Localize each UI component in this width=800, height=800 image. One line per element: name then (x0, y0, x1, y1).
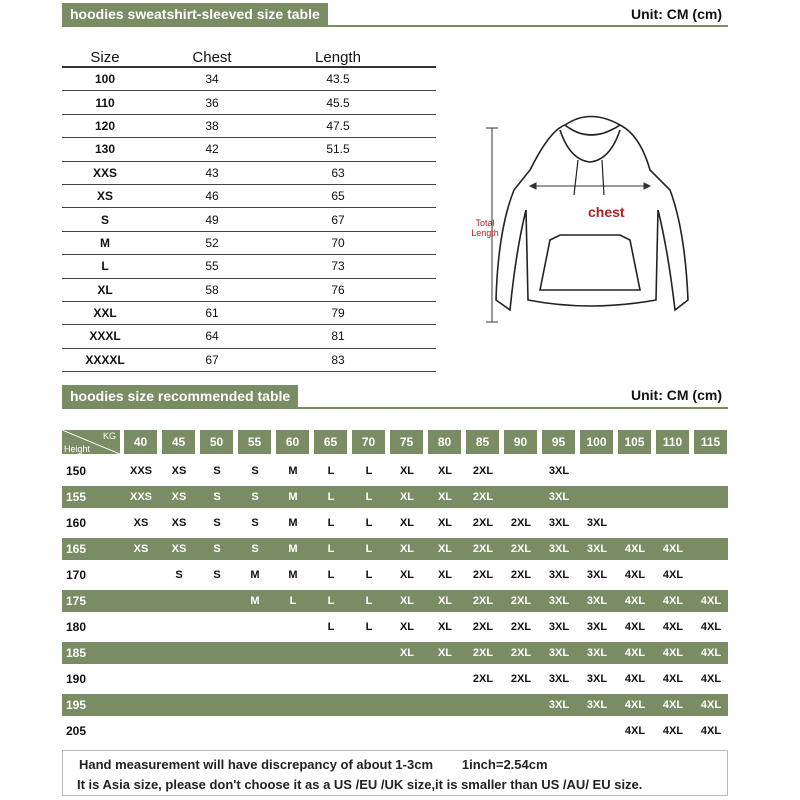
size-recommendation-cell (464, 694, 502, 716)
size-recommendation-cell: XS (133, 543, 149, 555)
table-row (62, 590, 728, 612)
size-recommendation-cell (160, 694, 198, 716)
chest-cell: 58 (205, 282, 219, 297)
size-recommendation-cell: XL (399, 465, 415, 477)
size-recommendation-cell: S (175, 569, 183, 581)
size-recommendation-cell: 2XL (472, 673, 494, 685)
size-recommendation-cell: M (250, 569, 260, 581)
size-recommendation-cell: 4XL (662, 543, 684, 555)
size-recommendation-cell (198, 720, 236, 742)
length-cell: 76 (331, 282, 345, 297)
table-row (62, 668, 728, 690)
table-row (62, 162, 436, 185)
size-recommendation-cell: 3XL (548, 491, 570, 503)
size-recommendation-cell: 4XL (624, 595, 646, 607)
size-recommendation-cell: S (251, 491, 259, 503)
size-recommendation-cell: XXS (129, 491, 152, 503)
notes-box (62, 750, 728, 796)
size-recommendation-cell (350, 668, 388, 690)
header-size: Size (90, 49, 120, 66)
size-recommendation-cell: 3XL (548, 543, 570, 555)
size-recommendation-cell (274, 616, 312, 638)
size-recommendation-cell: L (365, 491, 373, 503)
length-cell: 73 (331, 259, 345, 274)
size-recommendation-cell (616, 486, 654, 508)
size-recommendation-cell (236, 642, 274, 664)
size-cell: XXS (92, 165, 117, 180)
size-recommendation-cell: 3XL (548, 673, 570, 685)
weight-header-cell: 50 (200, 430, 233, 454)
size-recommendation-cell: 4XL (624, 543, 646, 555)
size-recommendation-cell: 3XL (548, 699, 570, 711)
size-cell: XXXL (89, 329, 121, 344)
size-recommendation-cell: M (288, 569, 298, 581)
size-recommendation-cell (426, 720, 464, 742)
table-row (62, 232, 436, 255)
size-recommendation-cell: 3XL (548, 595, 570, 607)
size-recommendation-cell: 2XL (510, 621, 532, 633)
size-recommendation-cell: S (213, 517, 221, 529)
size-recommendation-cell: XL (399, 569, 415, 581)
weight-header-cell: 115 (694, 430, 727, 454)
weight-header-cell: 90 (504, 430, 537, 454)
size-recommendation-cell: S (251, 543, 259, 555)
table-row (62, 538, 728, 560)
chest-cell: 34 (205, 72, 219, 87)
size-recommendation-cell: 2XL (472, 621, 494, 633)
size-recommendation-cell (502, 486, 540, 508)
size-recommendation-cell: XL (437, 517, 453, 529)
size-recommendation-cell: XL (437, 569, 453, 581)
size-recommendation-cell: L (327, 595, 335, 607)
size-recommendation-cell: 4XL (662, 621, 684, 633)
size-cell: L (101, 259, 109, 274)
height-cell: 150 (66, 464, 87, 478)
size-recommendation-cell: 3XL (548, 647, 570, 659)
chest-cell: 38 (205, 118, 219, 133)
size-recommendation-cell: XS (171, 543, 187, 555)
size-recommendation-cell: 4XL (624, 621, 646, 633)
size-recommendation-cell (198, 694, 236, 716)
size-recommendation-cell (578, 486, 616, 508)
size-recommendation-cell (350, 694, 388, 716)
size-recommendation-cell (160, 720, 198, 742)
size-recommendation-cell (274, 668, 312, 690)
size-recommendation-cell: 3XL (586, 517, 608, 529)
size-recommendation-cell (122, 564, 160, 586)
size-recommendation-cell (274, 642, 312, 664)
size-recommendation-cell (122, 616, 160, 638)
table-row (62, 512, 728, 534)
size-recommendation-cell (388, 720, 426, 742)
height-cell: 195 (66, 698, 87, 712)
size-recommendation-cell: L (365, 543, 373, 555)
size-recommendation-cell: 2XL (472, 543, 494, 555)
size-recommendation-cell (236, 694, 274, 716)
height-cell: 180 (66, 620, 87, 634)
chest-cell: 55 (205, 259, 219, 274)
length-cell: 83 (331, 352, 345, 367)
size-recommendation-cell (198, 590, 236, 612)
size-recommendation-cell: 2XL (472, 491, 494, 503)
size-recommendation-cell: L (365, 569, 373, 581)
size-recommendation-cell: XL (437, 647, 453, 659)
size-recommendation-cell: M (288, 491, 298, 503)
height-cell: 175 (66, 594, 87, 608)
rec-table-unit: Unit: CM (cm) (631, 387, 722, 403)
size-recommendation-cell: 3XL (586, 673, 608, 685)
weight-header-cell: 60 (276, 430, 309, 454)
size-recommendation-cell: L (289, 595, 297, 607)
size-recommendation-cell: 3XL (586, 569, 608, 581)
size-recommendation-cell: XL (437, 621, 453, 633)
weight-header-cell: 45 (162, 430, 195, 454)
size-recommendation-cell (616, 512, 654, 534)
size-recommendation-cell: 2XL (510, 517, 532, 529)
size-recommendation-cell (426, 668, 464, 690)
size-recommendation-cell: XL (437, 491, 453, 503)
size-recommendation-cell: XS (171, 491, 187, 503)
size-recommendation-cell (426, 694, 464, 716)
length-cell: 70 (331, 235, 345, 250)
size-recommendation-cell (160, 668, 198, 690)
size-recommendation-cell (160, 590, 198, 612)
size-recommendation-cell (122, 642, 160, 664)
size-recommendation-cell: 4XL (662, 673, 684, 685)
rec-table-title: hoodies size recommended table (62, 385, 298, 407)
table-row (62, 616, 728, 638)
size-recommendation-cell: L (365, 517, 373, 529)
size-recommendation-cell: XL (437, 543, 453, 555)
table-row (62, 185, 436, 208)
size-recommendation-cell (654, 486, 692, 508)
height-cell: 160 (66, 516, 87, 530)
size-recommendation-cell (160, 642, 198, 664)
table-row (62, 325, 436, 348)
size-recommendation-cell: L (365, 465, 373, 477)
length-cell: 51.5 (326, 142, 350, 157)
size-recommendation-cell: XL (399, 647, 415, 659)
table-row (62, 91, 436, 114)
note-line-1: Hand measurement will have discrepancy of about 1-3cm 1inch=2.54cm (79, 757, 548, 772)
weight-header-cell: 110 (656, 430, 689, 454)
size-recommendation-cell: 4XL (662, 647, 684, 659)
size-recommendation-cell (160, 616, 198, 638)
size-cell: 100 (94, 72, 116, 87)
size-cell: 120 (94, 118, 116, 133)
weight-header-cell: 95 (542, 430, 575, 454)
table-row (62, 694, 728, 716)
rec-table-divider (62, 407, 728, 409)
length-cell: 81 (331, 329, 345, 344)
size-recommendation-cell: 2XL (510, 543, 532, 555)
hoodie-illustration (470, 100, 710, 340)
size-cell: XL (97, 282, 113, 297)
size-recommendation-cell: 4XL (662, 699, 684, 711)
chest-cell: 64 (205, 329, 219, 344)
size-recommendation-cell (236, 668, 274, 690)
size-recommendation-cell: M (250, 595, 260, 607)
size-recommendation-cell: L (327, 517, 335, 529)
size-recommendation-cell: 4XL (700, 699, 722, 711)
height-cell: 165 (66, 542, 87, 556)
table-row (62, 460, 728, 482)
size-recommendation-cell: 3XL (586, 699, 608, 711)
height-cell: 170 (66, 568, 87, 582)
size-recommendation-cell (464, 720, 502, 742)
corner-height: Height (64, 444, 91, 454)
table-row (62, 255, 436, 278)
height-cell: 155 (66, 490, 87, 504)
weight-header-cell: 100 (580, 430, 613, 454)
size-recommendation-cell: 4XL (624, 673, 646, 685)
length-cell: 79 (331, 306, 345, 321)
size-table-unit: Unit: CM (cm) (631, 6, 722, 22)
size-recommendation-cell: 2XL (472, 647, 494, 659)
size-table-header (62, 40, 436, 68)
size-recommendation-cell: 4XL (662, 725, 684, 737)
size-recommendation-cell: 4XL (624, 725, 646, 737)
size-cell: 130 (94, 142, 116, 157)
size-recommendation-cell (692, 460, 730, 482)
height-cell: 205 (66, 724, 87, 738)
weight-header-cell: 80 (428, 430, 461, 454)
size-recommendation-cell: 3XL (586, 543, 608, 555)
size-cell: XXL (93, 306, 117, 321)
size-recommendation-cell (578, 720, 616, 742)
weight-header-cell: 40 (124, 430, 157, 454)
size-recommendation-cell: 2XL (510, 569, 532, 581)
total-length-label-line2: Length (471, 228, 499, 238)
size-recommendation-cell: 3XL (586, 621, 608, 633)
size-recommendation-cell: 4XL (624, 569, 646, 581)
size-recommendation-cell (388, 694, 426, 716)
height-cell: 185 (66, 646, 87, 660)
size-recommendation-cell: XS (171, 465, 187, 477)
size-recommendation-cell (616, 460, 654, 482)
total-length-label-line1: Total (475, 218, 495, 228)
size-recommendation-cell (312, 642, 350, 664)
size-recommendation-cell: L (327, 465, 335, 477)
chest-cell: 49 (205, 212, 219, 227)
size-cell: XXXXL (85, 352, 125, 367)
size-recommendation-cell: L (327, 543, 335, 555)
rec-table-corner (62, 430, 120, 454)
size-table-divider (62, 25, 728, 27)
size-recommendation-cell: S (213, 569, 221, 581)
size-recommendation-cell (654, 512, 692, 534)
table-row (62, 138, 436, 161)
length-cell: 43.5 (326, 72, 350, 87)
size-recommendation-cell (274, 694, 312, 716)
table-row (62, 564, 728, 586)
size-recommendation-cell (122, 668, 160, 690)
length-cell: 65 (331, 189, 345, 204)
size-recommendation-cell (312, 694, 350, 716)
chest-cell: 36 (205, 95, 219, 110)
chest-label: chest (588, 204, 625, 220)
size-recommendation-cell: 2XL (472, 595, 494, 607)
weight-header-cell: 85 (466, 430, 499, 454)
size-recommendation-cell (388, 668, 426, 690)
size-recommendation-cell (502, 720, 540, 742)
weight-header-cell: 105 (618, 430, 651, 454)
size-recommendation-cell: XL (399, 491, 415, 503)
table-row (62, 349, 436, 372)
size-recommendation-cell: 3XL (586, 595, 608, 607)
weight-header-cell: 55 (238, 430, 271, 454)
size-recommendation-cell (578, 460, 616, 482)
size-recommendation-cell: 3XL (548, 621, 570, 633)
weight-header-cell: 70 (352, 430, 385, 454)
size-cell: S (100, 212, 109, 227)
size-recommendation-cell: 2XL (510, 673, 532, 685)
size-recommendation-cell: 2XL (472, 517, 494, 529)
chest-cell: 46 (205, 189, 219, 204)
size-recommendation-cell: 4XL (700, 647, 722, 659)
size-recommendation-cell (122, 590, 160, 612)
size-table (62, 40, 436, 372)
size-cell: M (100, 235, 110, 250)
size-recommendation-cell (692, 486, 730, 508)
size-recommendation-cell (236, 616, 274, 638)
table-row (62, 115, 436, 138)
size-recommendation-cell (198, 642, 236, 664)
size-recommendation-cell: 3XL (586, 647, 608, 659)
size-recommendation-cell: XL (399, 517, 415, 529)
note-line-2: It is Asia size, please don't choose it as a US /EU /UK size,it is smaller than US /AU/ EU size. (77, 777, 643, 792)
table-row (62, 302, 436, 325)
size-recommendation-cell: L (365, 621, 373, 633)
size-recommendation-cell: S (213, 543, 221, 555)
size-recommendation-cell: 4XL (662, 569, 684, 581)
size-recommendation-cell: 2XL (472, 569, 494, 581)
size-recommendation-cell: L (327, 569, 335, 581)
length-cell: 45.5 (326, 95, 350, 110)
size-recommendation-cell: 3XL (548, 569, 570, 581)
size-recommendation-cell: S (251, 465, 259, 477)
size-recommendation-cell (692, 564, 730, 586)
size-recommendation-cell: M (288, 465, 298, 477)
size-recommendation-cell: 4XL (700, 673, 722, 685)
size-recommendation-cell (502, 694, 540, 716)
height-cell: 190 (66, 672, 87, 686)
corner-kg: KG (102, 431, 116, 441)
size-recommendation-cell: 4XL (700, 725, 722, 737)
size-recommendation-cell: M (288, 517, 298, 529)
size-recommendation-cell: 4XL (624, 699, 646, 711)
size-recommendation-cell (122, 694, 160, 716)
chest-cell: 67 (205, 352, 219, 367)
size-cell: XS (96, 189, 113, 204)
table-row (62, 642, 728, 664)
size-recommendation-cell (654, 460, 692, 482)
size-recommendation-cell (198, 616, 236, 638)
length-cell: 47.5 (326, 118, 350, 133)
size-recommendation-cell (350, 720, 388, 742)
size-recommendation-cell: L (327, 621, 335, 633)
size-recommendation-cell: 3XL (548, 517, 570, 529)
size-recommendation-cell (312, 720, 350, 742)
length-cell: 67 (331, 212, 345, 227)
header-chest: Chest (192, 49, 232, 66)
header-length: Length (315, 49, 361, 66)
size-cell: 110 (95, 95, 115, 110)
size-recommendation-cell: XL (399, 621, 415, 633)
size-recommendation-cell (540, 720, 578, 742)
table-row (62, 486, 728, 508)
size-recommendation-cell: 4XL (624, 647, 646, 659)
size-recommendation-cell (122, 720, 160, 742)
table-row (62, 720, 728, 742)
size-recommendation-cell: 2XL (472, 465, 494, 477)
size-recommendation-cell: L (365, 595, 373, 607)
size-recommendation-cell: 4XL (662, 595, 684, 607)
size-recommendation-cell (692, 512, 730, 534)
size-recommendation-cell (274, 720, 312, 742)
size-recommendation-cell (502, 460, 540, 482)
size-recommendation-cell: XXS (129, 465, 152, 477)
size-recommendation-cell: XL (437, 595, 453, 607)
size-recommendation-cell: 4XL (700, 621, 722, 633)
size-recommendation-cell: 2XL (510, 647, 532, 659)
weight-header-cell: 65 (314, 430, 347, 454)
size-recommendation-cell: XL (437, 465, 453, 477)
size-recommendation-cell: 3XL (548, 465, 570, 477)
size-recommendation-cell: S (213, 465, 221, 477)
size-recommendation-cell: XS (171, 517, 187, 529)
table-row (62, 208, 436, 231)
size-recommendation-cell: XL (399, 543, 415, 555)
total-length-label (470, 218, 500, 238)
size-recommendation-cell: XL (399, 595, 415, 607)
table-row (62, 279, 436, 302)
size-recommendation-cell: L (327, 491, 335, 503)
size-table-title: hoodies sweatshirt-sleeved size table (62, 3, 328, 25)
size-recommendation-cell: S (213, 491, 221, 503)
length-cell: 63 (331, 165, 345, 180)
chest-cell: 43 (205, 165, 219, 180)
size-recommendation-cell (350, 642, 388, 664)
weight-header-cell: 75 (390, 430, 423, 454)
size-recommendation-cell (692, 538, 730, 560)
size-recommendation-cell: XS (133, 517, 149, 529)
chest-cell: 42 (205, 142, 219, 157)
size-recommendation-cell (198, 668, 236, 690)
size-recommendation-cell: 2XL (510, 595, 532, 607)
size-recommendation-cell (312, 668, 350, 690)
chest-cell: 61 (205, 306, 219, 321)
table-row (62, 68, 436, 91)
chest-cell: 52 (205, 235, 219, 250)
size-recommendation-cell: 4XL (700, 595, 722, 607)
hoodie-diagram (470, 100, 710, 340)
size-recommendation-cell: M (288, 543, 298, 555)
size-recommendation-cell (236, 720, 274, 742)
size-recommendation-cell: S (251, 517, 259, 529)
